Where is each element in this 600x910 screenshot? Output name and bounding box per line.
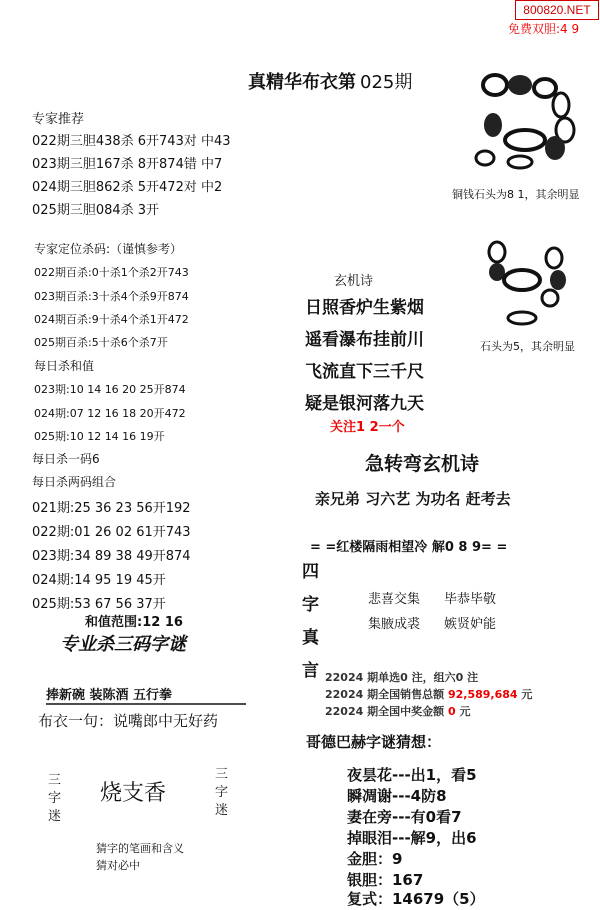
position-row: 025期百杀:5十杀6个杀7开 [34, 336, 168, 349]
poem-line: 遥看瀑布挂前川 [305, 330, 424, 350]
expert-row: 025期三胆084杀 3开 [32, 203, 160, 218]
kill-two-row: 025期:53 67 56 37开 [32, 597, 166, 612]
hint-line: 猜字的笔画和含义 [96, 842, 184, 855]
goedel-silver: 银胆：167 [347, 871, 424, 889]
sum-value-row: 024期:07 12 16 18 20开472 [34, 407, 186, 420]
three-char-riddle-right: 三 字 迷 [215, 767, 229, 818]
expert-row: 022期三胆438杀 6开743对 中43 [32, 134, 231, 149]
buyi-line: 布衣一句：说嘴郎中无好药 [38, 712, 219, 730]
four-char-item: 嫉贤妒能 [444, 617, 497, 632]
expert-row: 024期三胆862杀 5开472对 中2 [32, 180, 223, 195]
coin-stone-illustration [465, 70, 595, 180]
kill-two-heading: 每日杀两码组合 [32, 475, 117, 489]
kill-two-row: 024期:14 95 19 45开 [32, 573, 166, 588]
sum-value-row: 023期:10 14 16 20 25开874 [34, 383, 186, 396]
goedel-row: 掉眼泪---解9，出6 [347, 829, 477, 847]
hint-line: 猜对必中 [96, 859, 140, 872]
four-char-vertical: 四 字 真 言 [302, 562, 319, 681]
kill-one-code: 每日杀一码6 [32, 452, 100, 466]
sales-total: 92,589,684 [447, 688, 518, 701]
kill-two-row: 023期:34 89 38 49开874 [32, 549, 191, 564]
expert-heading: 专家推荐 [32, 112, 85, 127]
follow-numbers: 关注1 2一个 [330, 420, 405, 435]
riddle-heading: 专业杀三码字谜 [60, 634, 186, 655]
goedel-multi: 复式：14679（5） [347, 890, 485, 908]
goedel-row: 夜昙花---出1，看5 [347, 766, 477, 784]
issue-number: 025期 [360, 72, 413, 93]
site-badge[interactable]: 800820.NET [515, 0, 599, 20]
poem-line: 飞流直下三千尺 [305, 362, 424, 382]
poem-heading: 玄机诗 [334, 274, 374, 289]
position-row: 023期百杀:3十杀4个杀9开874 [34, 290, 189, 303]
turn-poem-heading: 急转弯玄机诗 [365, 453, 480, 475]
page-title [248, 68, 412, 94]
position-row: 024期百杀:9十杀4个杀1开472 [34, 313, 189, 326]
lottery-row2: 22024 期全国销售总额 92,589,684 元 [325, 688, 533, 701]
four-char-item: 悲喜交集 [368, 592, 421, 607]
turn-poem-line: 亲兄弟 习六艺 为功名 赶考去 [315, 490, 511, 508]
kill-two-row: 022期:01 26 02 61开743 [32, 525, 191, 540]
prize-total: 0 [447, 705, 456, 718]
lottery-row1: 22024 期单选0 注，组六0 注 [325, 671, 479, 684]
poem-line: 日照香炉生紫烟 [305, 298, 424, 318]
four-char-item: 毕恭毕敬 [444, 592, 497, 607]
riddle-line: 捧新碗 装陈酒 五行拳 [46, 688, 173, 703]
free-double-pick: 免费双胆:4 9 [508, 22, 580, 36]
goedel-row: 瞬凋谢---4防8 [347, 787, 447, 805]
three-char-riddle-left: 三 字 迷 [48, 773, 62, 824]
position-heading: 专家定位杀码:（谨慎参考） [34, 242, 183, 256]
coin-caption: 铜钱石头为8 1，其余明显 [452, 188, 580, 201]
divider [46, 702, 246, 706]
red-mansion-line: = =红楼隔雨相望冷 解0 8 9= = [310, 540, 508, 555]
sum-value-heading: 每日杀和值 [34, 359, 95, 373]
goedel-heading: 哥德巴赫字谜猜想： [306, 733, 442, 751]
lottery-row3: 22024 期全国中奖金额 0 元 [325, 705, 471, 718]
stone-illustration [482, 240, 582, 330]
position-row: 022期百杀:0十杀1个杀2开743 [34, 266, 189, 279]
kill-two-row: 021期:25 36 23 56开192 [32, 501, 191, 516]
goedel-gold: 金胆：9 [347, 850, 403, 868]
sum-value-row: 025期:10 12 14 16 19开 [34, 430, 165, 443]
poem-line: 疑是银河落九天 [305, 394, 424, 414]
expert-row: 023期三胆167杀 8开874错 中7 [32, 157, 223, 172]
sum-range: 和值范围:12 16 [85, 615, 183, 630]
four-char-item: 集腋成裘 [368, 617, 421, 632]
goedel-row: 妻在旁---有0看7 [347, 808, 462, 826]
burn-incense: 烧支香 [100, 781, 167, 806]
title-text: 真精华布衣第 [248, 72, 356, 93]
stone-caption: 石头为5，其余明显 [480, 340, 575, 353]
